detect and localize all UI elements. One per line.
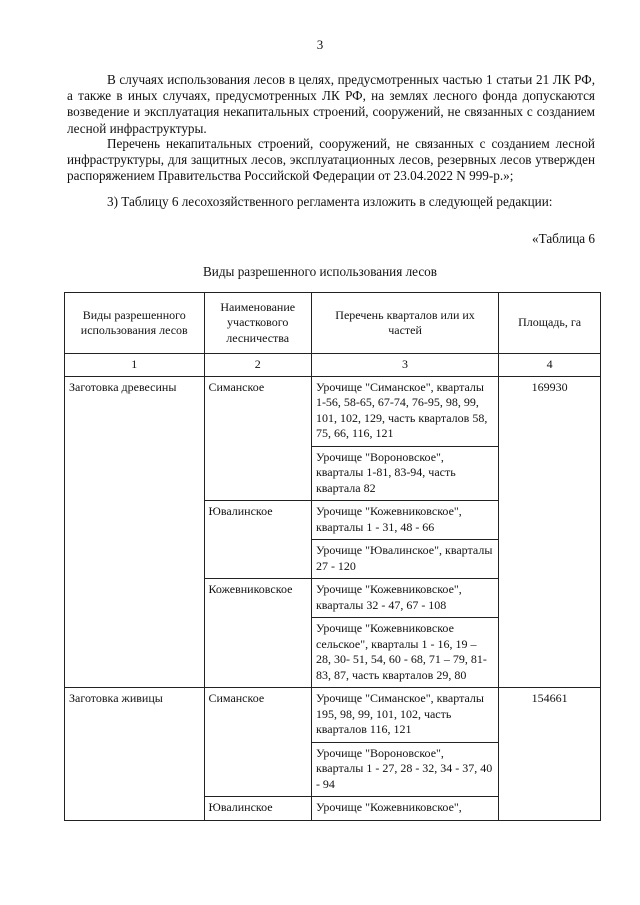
- header-quarters: Перечень кварталов или их частей: [311, 293, 498, 354]
- column-number-row: [65, 354, 601, 377]
- use-type-cell: Заготовка древесины: [65, 376, 205, 688]
- quarters-cell: Урочище "Симанское", кварталы 195, 98, 99, 101, 102, часть кварталов 116, 121: [311, 688, 498, 743]
- forestry-cell: Кожевниковское: [204, 579, 311, 688]
- table-title: Виды разрешенного использования лесов: [202, 264, 438, 279]
- forestry-cell: Симанское: [204, 376, 311, 501]
- quarters-cell: Урочище "Кожевниковское", кварталы 1 - 31, 48 - 66: [311, 501, 498, 540]
- forestry-cell: Ювалинское: [204, 501, 311, 579]
- quarters-cell: Урочище "Кожевниковское", кварталы 32 - 47, 67 - 108: [311, 579, 498, 618]
- quarters-cell: Урочище "Кожевниковское",: [311, 797, 498, 821]
- table-header-row: [65, 293, 601, 354]
- table-row: [65, 688, 601, 743]
- quarters-cell: Урочище "Ювалинское", кварталы 27 - 120: [311, 540, 498, 579]
- area-cell: 169930: [499, 376, 601, 688]
- quarters-cell: Урочище "Вороновское", кварталы 1 - 27, 28 - 32, 34 - 37, 40 - 94: [311, 742, 498, 797]
- header-forestry: Наименование участкового лесничества: [204, 293, 311, 354]
- forestry-cell: Ювалинское: [204, 797, 311, 821]
- column-number: 1: [65, 354, 205, 377]
- header-area: Площадь, га: [499, 293, 601, 354]
- column-number: 3: [311, 354, 498, 377]
- column-number: 4: [499, 354, 601, 377]
- column-number: 2: [204, 354, 311, 377]
- quarters-cell: Урочище "Кожевниковское сельское", кварталы 1 - 16, 19 – 28, 30- 51, 54, 60 - 68, 71 – 79, 81-83, 87, часть кварталов 29, 80: [311, 618, 498, 688]
- table-note: «Таблица 6: [532, 231, 595, 246]
- page-number: 3: [316, 37, 324, 52]
- quarters-cell: Урочище "Вороновское", кварталы 1-81, 83-94, часть квартала 82: [311, 446, 498, 501]
- quarters-cell: Урочище "Симанское", кварталы 1-56, 58-65, 67-74, 76-95, 98, 99, 101, 102, 129, часть кварталов 58, 75, 66, 116, 121: [311, 376, 498, 446]
- table-row: [65, 376, 601, 446]
- area-cell: 154661: [499, 688, 601, 821]
- forestry-cell: Симанское: [204, 688, 311, 797]
- header-use-type: Виды разрешенного использования лесов: [65, 293, 205, 354]
- use-type-cell: Заготовка живицы: [65, 688, 205, 821]
- paragraph-noncapital-structures: В случаях использования лесов в целях, предусмотренных частью 1 статьи 21 ЛК РФ, а также в иных случаях, предусмотренных ЛК РФ, на землях лесного фонда допускаются возведение и эксплуатация некапитальных строений, сооружений, не связанных с созданием лесной инфраструктуры.: [67, 72, 595, 136]
- forest-use-table: [64, 292, 601, 821]
- paragraph-structures-list: Перечень некапитальных строений, сооружений, не связанных с созданием лесной инфраструктуры, для защитных лесов, эксплуатационных лесов, резервных лесов утвержден распоряжением Правительства Российской Федерации от 23.04.2022 N 999-р.»;: [67, 136, 595, 184]
- paragraph-table-instruction: 3) Таблицу 6 лесохозяйственного регламента изложить в следующей редакции:: [107, 194, 553, 209]
